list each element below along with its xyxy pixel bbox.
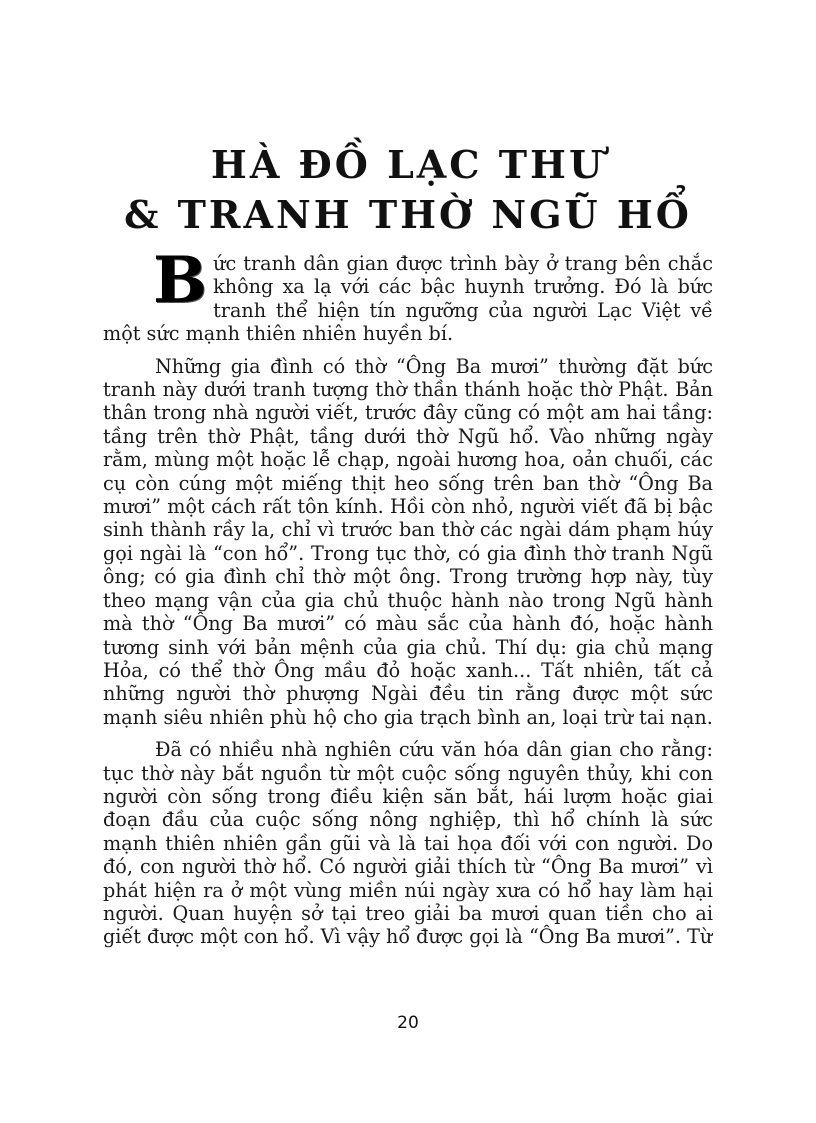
page-number: 20 bbox=[397, 1013, 419, 1033]
chapter-title bbox=[0, 140, 816, 240]
drop-cap: B bbox=[153, 243, 208, 318]
title-line-1: HÀ ĐỒ LẠC THƯ bbox=[210, 142, 606, 187]
paragraph-3: Đã có nhiều nhà nghiên cứu văn hóa dân gian cho rằng: tục thờ này bắt nguồn từ một cuộc sống nguyên thủy, khi con người còn sống trong điều kiện săn bắt, hái lượm hoặc giai đoạn đầu của cuộc sống nông nghiệp, thì hổ chính là sức mạnh thiên nhiên gần gũi và là tai họa đối với con người. Do đó, con người thờ hổ. Có người giải thích từ “Ông Ba mươi” vì phát hiện ra ở một vùng miền núi ngày xưa có hổ hay làm hại người. Quan huyện sở tại treo giải ba mươi quan tiền cho ai giết được một con hổ. Vì vậy hổ được gọi là “Ông Ba mươi”. Từ bbox=[103, 738, 713, 949]
paragraph-1 bbox=[103, 243, 713, 346]
paragraph-1-text: ức tranh dân gian được trình bày ở trang bên chắc không xa lạ với các bậc huynh trưởng. Đó là bức tranh thể hiện tín ngưỡng của người Lạc Việt về một sức mạnh thiên nhiên huyền bí. bbox=[103, 252, 713, 346]
paragraph-2: Những gia đình có thờ “Ông Ba mươi” thường đặt bức tranh này dưới tranh tượng thờ thần thánh hoặc thờ Phật. Bản thân trong nhà người viết, trước đây cũng có một am hai tầng: tầng trên thờ Phật, tầng dưới thờ Ngũ hổ. Vào những ngày rằm, mùng một hoặc lễ chạp, ngoài hương hoa, oản chuối, các cụ còn cúng một miếng thịt heo sống trên ban thờ “Ông Ba mươi” một cách rất tôn kính. Hồi còn nhỏ, người viết đã bị bậc sinh thành rầy la, chỉ vì trước ban thờ các ngài dám phạm húy gọi ngài là “con hổ”. Trong tục thờ, có gia đình thờ tranh Ngũ ông; có gia đình chỉ thờ một ông. Trong trường hợp này, tùy theo mạng vận của gia chủ thuộc hành nào trong Ngũ hành mà thờ “Ông Ba mươi” có màu sắc của hành đó, hoặc hành tương sinh với bản mệnh của gia chủ. Thí dụ: gia chủ mạng Hỏa, có thể thờ Ông mầu đỏ hoặc xanh... Tất nhiên, tất cả những người thờ phượng Ngài đều tin rằng được một sức mạnh siêu nhiên phù hộ cho gia trạch bình an, loại trừ tai nạn. bbox=[103, 354, 713, 729]
body-text bbox=[103, 243, 713, 958]
title-line-2: & TRANH THỜ NGŨ HỔ bbox=[124, 192, 692, 237]
